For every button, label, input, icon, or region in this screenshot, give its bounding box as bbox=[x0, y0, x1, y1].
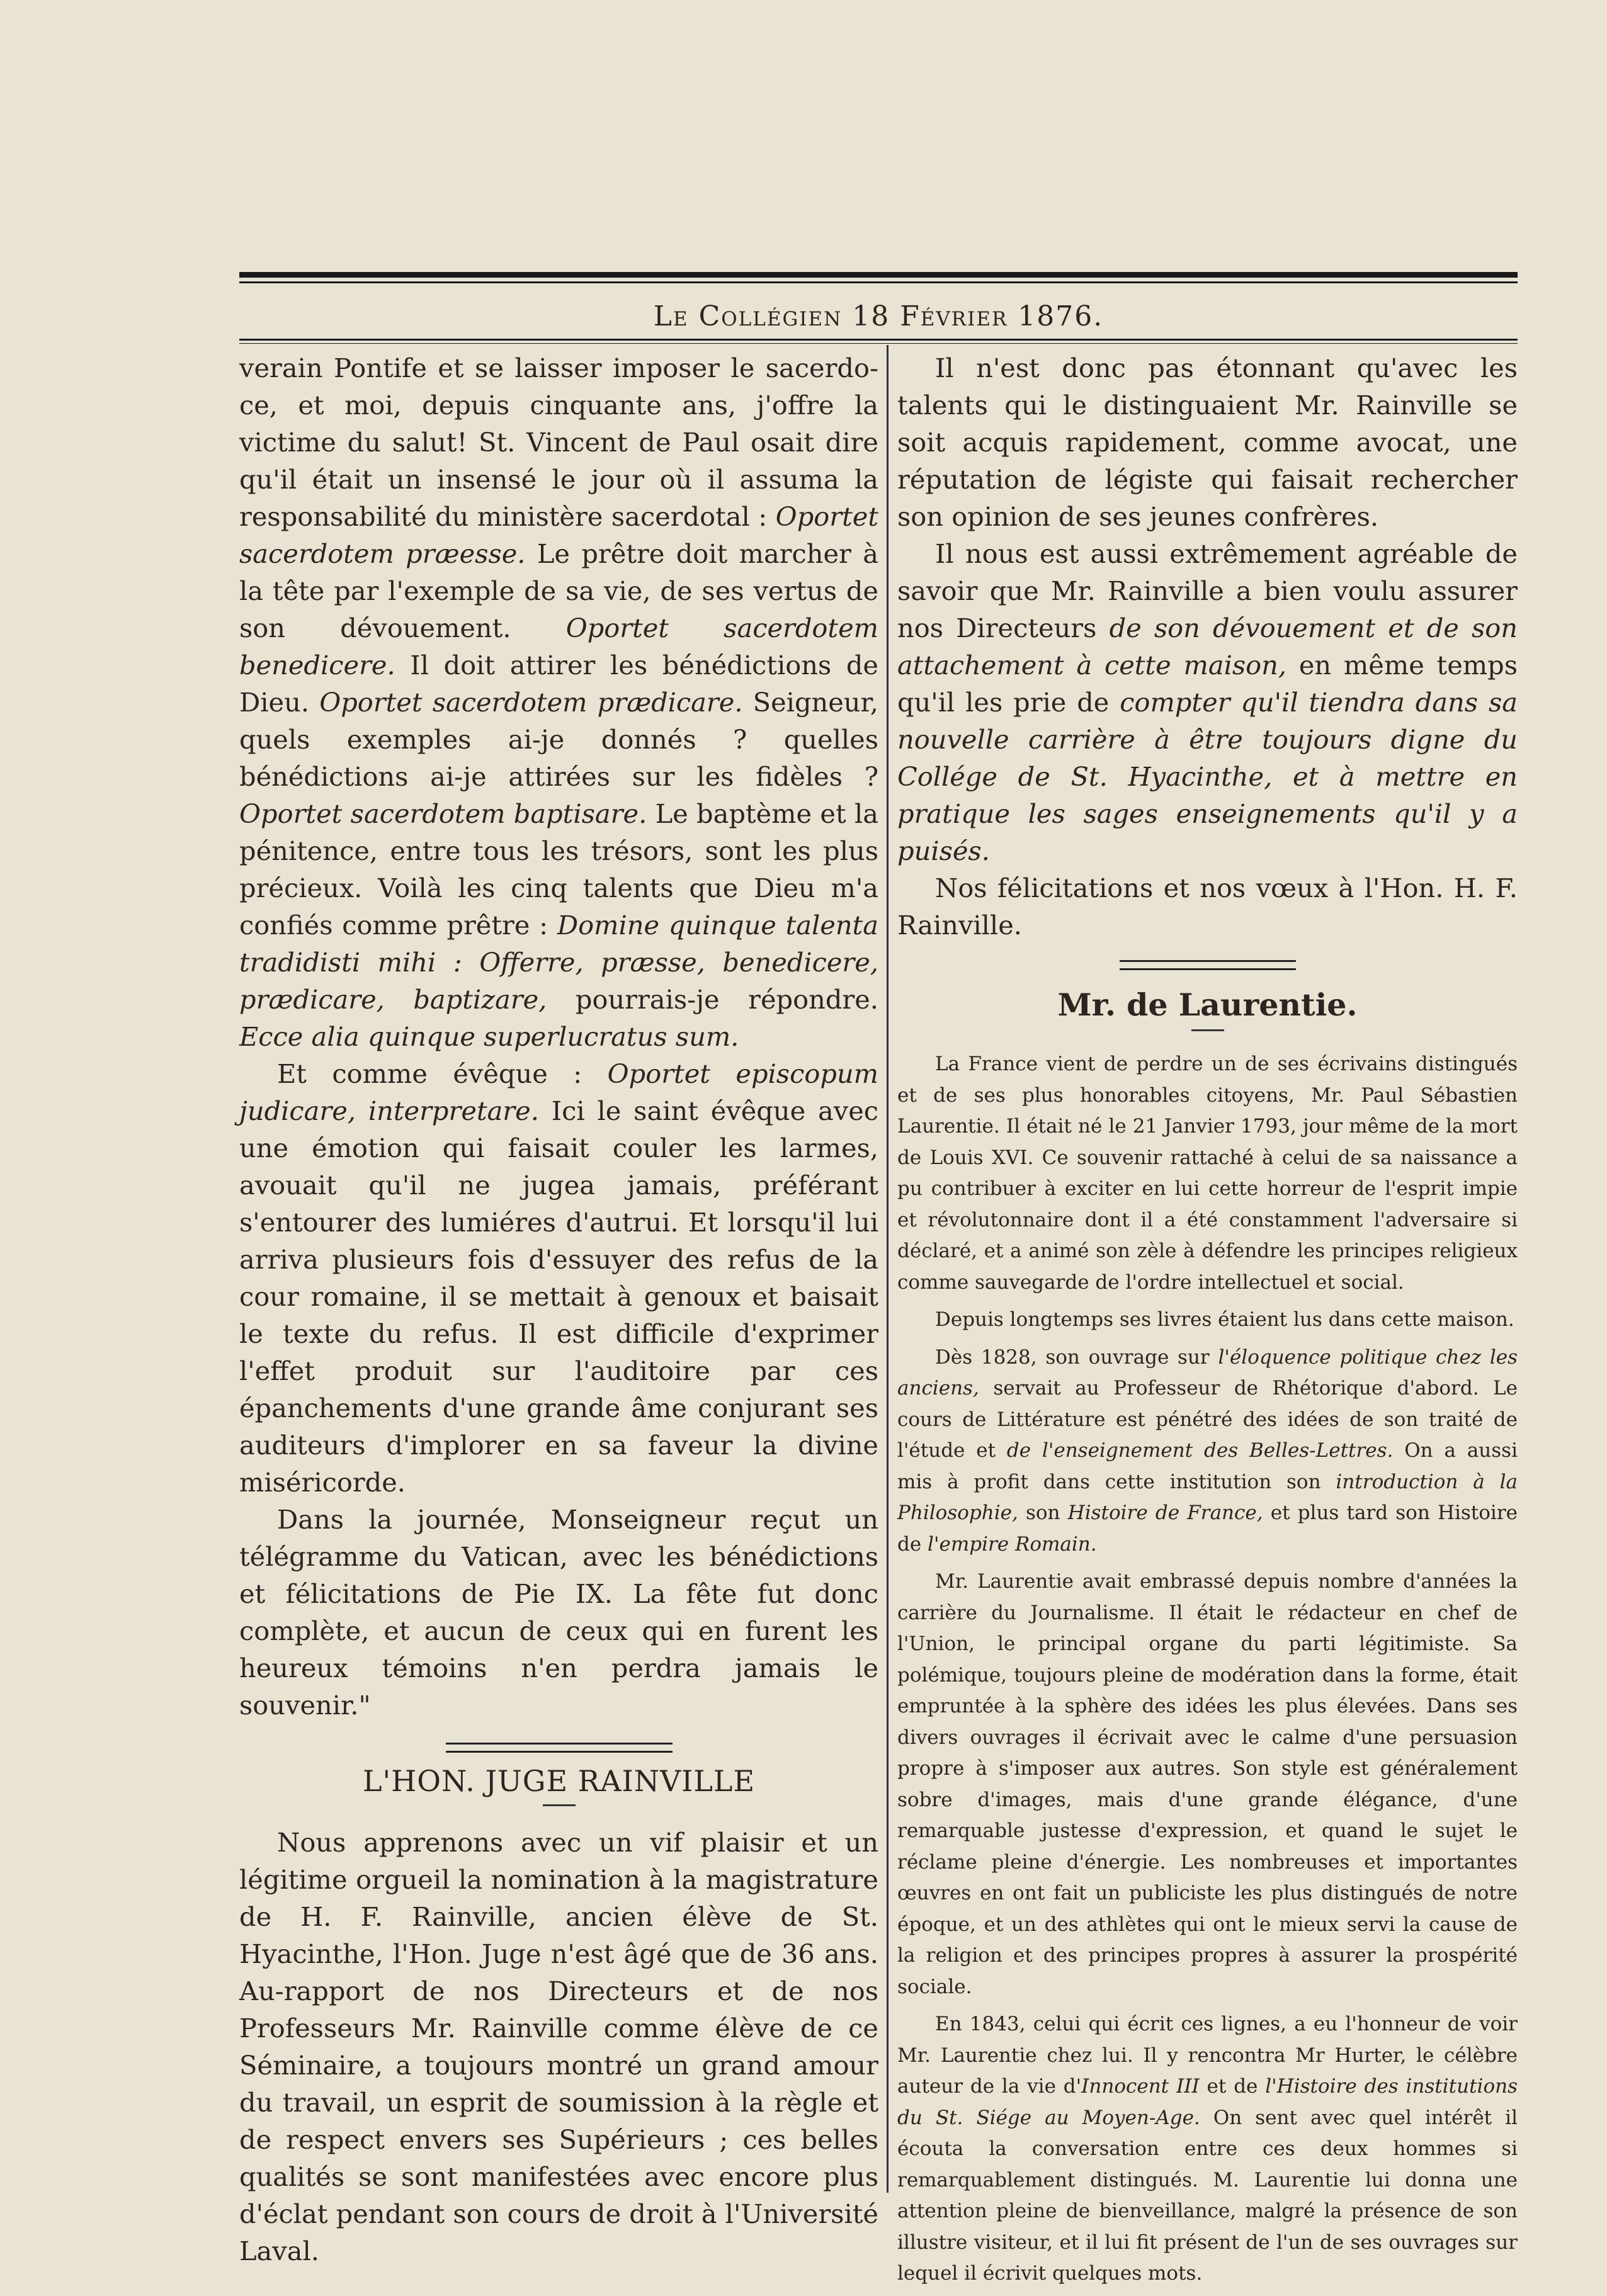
rainville-body bbox=[239, 1824, 878, 2270]
paragraph: Depuis longtemps ses livres étaient lus dans cette maison. bbox=[935, 1308, 1514, 1331]
paragraph: verain Pontife et se laisser imposer le sacerdo-ce, et moi, depuis cinquante ans, j'offre la victime du salut! St. Vincent de Paul osait dire qu'il était un insensé le jour où il assuma la responsabilité du ministère sacerdotal : Oportet sacerdotem præesse. Le prêtre doit marcher à la tête par l'exemple de sa vie, de ses vertus de son dévouement. Oportet sacerdotem benedicere. Il doit attirer les bénédictions de Dieu. Oportet sacerdotem prædicare. Seigneur, quels exemples ai-je donnés ? quelles bénédictions ai-je attirées sur les fidèles ? Oportet sacerdotem baptisare. Le baptème et la pénitence, entre tous les trésors, sont les plus précieux. Voilà les cinq talents que Dieu m'a confiés comme prêtre : Domine quinque talenta tradidisti mihi : Offerre, præsse, benedicere, prædicare, baptizare, pourrais-je répondre. Ecce alia quinque superlucratus sum. bbox=[239, 353, 878, 1052]
right-column bbox=[897, 349, 1518, 2296]
heading-dash bbox=[1191, 1029, 1224, 1031]
masthead-title: Le Collégien 18 Février 1876. bbox=[653, 300, 1104, 332]
section-ornament bbox=[446, 1743, 673, 1753]
top-thick-rule bbox=[239, 272, 1518, 278]
masthead-bottom-rule-2 bbox=[239, 343, 1518, 344]
right-body bbox=[897, 349, 1518, 944]
paragraph: Dans la journée, Monseigneur reçut un télégramme du Vatican, avec les bénédictions et félicitations de Pie IX. La fête fut donc complète, et aucun de ceux qui en furent les heureux témoins n'en perdra jamais le souvenir." bbox=[239, 1504, 878, 1721]
section-heading-laurentie: Mr. de Laurentie. bbox=[1057, 987, 1358, 1023]
paragraph: Et comme évêque : Oportet episcopum judicare, interpretare. Ici le saint évêque avec une émotion qui faisait couler les larmes, avouait qu'il ne jugea jamais, préférant s'entourer des lumiéres d'autrui. Et lorsqu'il lui arriva plusieurs fois d'essuyer des refus de la cour romaine, il se mettait à genoux et baisait le texte du refus. Il est difficile d'exprimer l'effet produit sur l'auditoire par ces épanchements d'une grande âme conjurant ses auditeurs d'implorer en sa faveur la divine miséricorde. bbox=[239, 1058, 878, 1498]
left-column bbox=[239, 349, 878, 2270]
laurentie-body bbox=[897, 1049, 1518, 2290]
paragraph: Nous apprenons avec un vif plaisir et un légitime orgueil la nomination à la magistrature de H. F. Rainville, ancien élève de St. Hyacinthe, l'Hon. Juge n'est âgé que de 36 ans. Au-rapport de nos Directeurs et de nos Professeurs Mr. Rainville comme élève de ce Séminaire, a toujours montré un grand amour du travail, un esprit de soumission à la règle et de respect envers ses Supérieurs ; ces belles qualités se sont manifestées avec encore plus d'éclat pendant son cours de droit à l'Université Laval. bbox=[239, 1827, 878, 2266]
top-thin-rule bbox=[239, 281, 1518, 283]
heading-dash bbox=[543, 1804, 576, 1806]
paragraph: En 1843, celui qui écrit ces lignes, a eu l'honneur de voir Mr. Laurentie chez lui. Il y rencontra Mr Hurter, le célèbre auteur de la vie d'Innocent III et de l'Histoire des institutions du St. Siége au Moyen-Age. On sent avec quel intérêt il écouta la conversation entre ces deux hommes si remarquablement distingués. M. Laurentie lui donna une attention pleine de bienveillance, malgré la présence de son illustre visiteur, et il lui fit présent de l'un de ses ouvrages sur lequel il écrivit quelques mots. bbox=[897, 2013, 1518, 2285]
left-body bbox=[239, 349, 878, 1724]
section-ornament bbox=[1120, 960, 1296, 970]
paragraph: Nos félicitations et nos vœux à l'Hon. H. F. Rainville. bbox=[897, 873, 1518, 941]
paragraph: Il nous est aussi extrêmement agréable de savoir que Mr. Rainville a bien voulu assurer nos Directeurs de son dévouement et de son attachement à cette maison, en même temps qu'il les prie de compter qu'il tiendra dans sa nouvelle carrière à être toujours digne du Collége de St. Hyacinthe, et à mettre en pratique les sages enseignements qu'il y a puisés. bbox=[897, 538, 1518, 866]
paragraph: La France vient de perdre un de ses écrivains distingués et de ses plus honorables citoyens, Mr. Paul Sébastien Laurentie. Il était né le 21 Janvier 1793, jour même de la mort de Louis XVI. Ce souvenir rattaché à celui de sa naissance a pu contribuer à exciter en lui cette horreur de l'esprit impie et révolutonnaire dont il a été constamment l'adversaire si déclaré, et a animé son zèle à défendre les principes religieux comme sauvegarde de l'ordre intellectuel et social. bbox=[897, 1053, 1518, 1294]
masthead-bottom-rule bbox=[239, 339, 1518, 341]
column-divider bbox=[887, 345, 889, 2193]
paragraph: Dès 1828, son ouvrage sur l'éloquence politique chez les anciens, servait au Professeur de Rhétorique d'abord. Le cours de Littérature est pénétré des idées de son traité de l'étude et de l'enseignement des Belles-Lettres. On a aussi mis à profit dans cette institution son introduction à la Philosophie, son Histoire de France, et plus tard son Histoire de l'empire Romain. bbox=[897, 1345, 1518, 1556]
section-heading-rainville: L'HON. JUGE RAINVILLE bbox=[362, 1764, 756, 1798]
paragraph: Mr. Laurentie avait embrassé depuis nombre d'années la carrière du Journalisme. Il était le rédacteur en chef de l'Union, le principal organe du parti légitimiste. Sa polémique, toujours pleine de modération dans la forme, était empruntée à la sphère des idées les plus élevées. Dans ses divers ouvrages il écrivait avec le calme d'une persuasion propre à s'imposer aux autres. Son style est généralement sobre d'images, mais d'une grande élégance, d'une remarquable justesse d'expression, et quand le sujet le réclame pleine d'énergie. Les nombreuses et importantes œuvres en ont fait un publiciste les plus distingués de notre époque, et un des athlètes qui ont le mieux servi la cause de la religion et des principes propres à assurer la prospérité sociale. bbox=[897, 1570, 1518, 1998]
paragraph: Il n'est donc pas étonnant qu'avec les talents qui le distinguaient Mr. Rainville se soit acquis rapidement, comme avocat, une réputation de légiste qui faisait rechercher son opinion de ses jeunes confrères. bbox=[897, 353, 1518, 532]
